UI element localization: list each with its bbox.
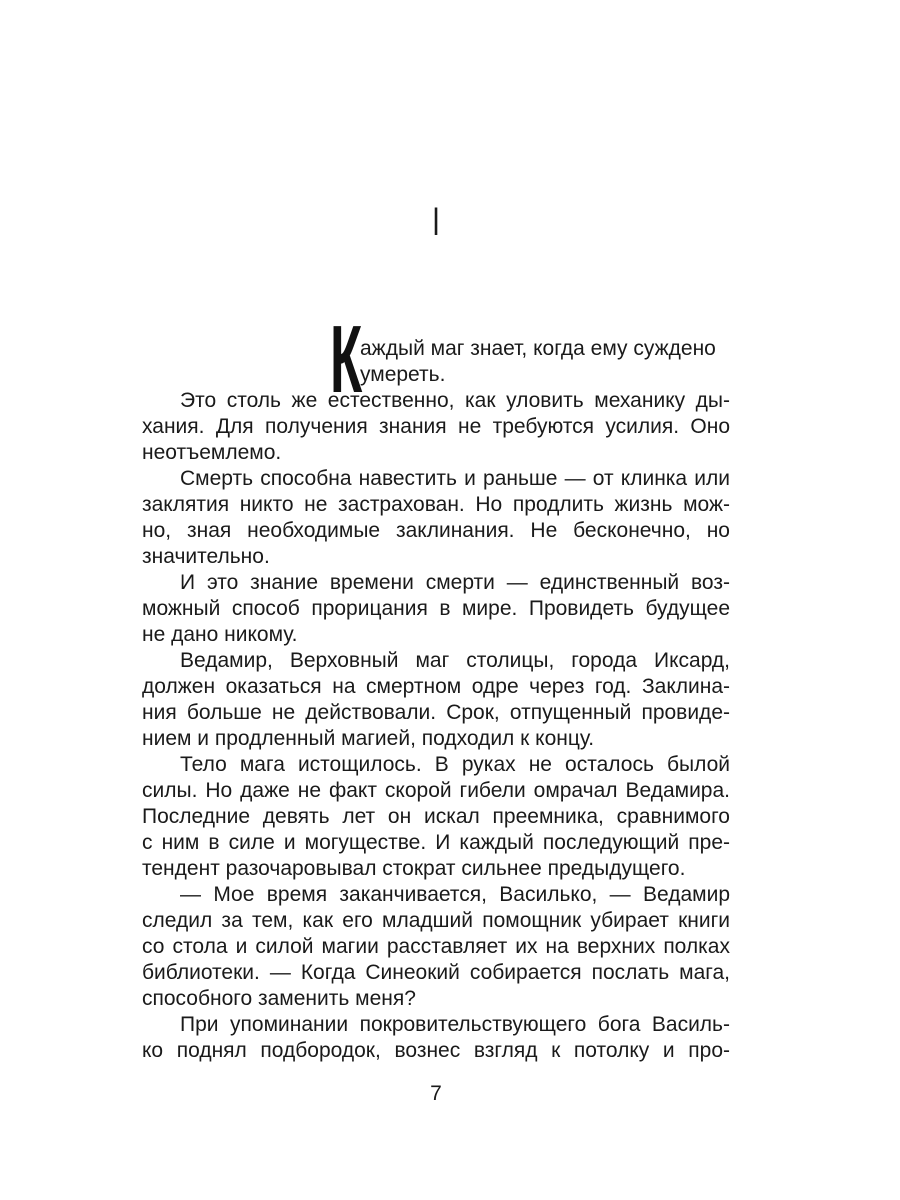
page-number: 7 (430, 1082, 442, 1105)
paragraph (142, 388, 730, 466)
paragraph (142, 466, 730, 570)
paragraph (142, 752, 730, 882)
text-line: со стола и силой магии расставляет их на верхних полках (142, 935, 730, 958)
text-line: нием и продленный магией, подходил к концу. (142, 727, 595, 750)
text-line: — Мое время заканчивается, Василько, — Ведамир (180, 883, 730, 906)
paragraph (142, 648, 730, 752)
text-line: При упоминании покровительствующего бога Василь- (180, 1013, 730, 1036)
paragraphs (142, 388, 730, 1064)
text-line: И это знание времени смерти — единственный воз- (180, 571, 730, 594)
opening-line-1: аждый маг знает, когда ему суждено (360, 337, 716, 360)
text-line: Тело мага истощилось. В руках не осталось былой (180, 753, 730, 776)
text-line: способного заменить меня? (142, 987, 416, 1010)
text-line: не дано никому. (142, 623, 298, 646)
text-line: библиотеки. — Когда Синеокий собирается послать мага, (142, 961, 730, 984)
text-line: должен оказаться на смертном одре через год. Заклина- (142, 675, 730, 698)
text-line: с ним в силе и могуществе. И каждый последующий пре- (142, 831, 730, 854)
text-line: неотъемлемо. (142, 441, 282, 464)
text-line: но, зная необходимые заклинания. Не бесконечно, но (142, 519, 730, 542)
text-line: силы. Но даже не факт скорой гибели омрачал Ведамира. (142, 779, 730, 802)
opening-line-2: умереть. (360, 363, 446, 386)
text-line: Ведамир, Верховный маг столицы, города Иксард, (180, 649, 730, 672)
text-line: ния больше не действовали. Срок, отпущенный провиде- (142, 701, 730, 724)
text-line: Это столь же естественно, как уловить механику ды- (180, 389, 730, 412)
text-line: хания. Для получения знания не требуются усилия. Оно (142, 415, 730, 438)
opening-lines (360, 336, 716, 388)
chapter-number: I (432, 200, 440, 244)
body-text (142, 306, 730, 1064)
text-line: значительно. (142, 545, 270, 568)
text-line: следил за тем, как его младший помощник убирает книги (142, 909, 730, 932)
paragraph (142, 882, 730, 1012)
drop-cap: К (330, 306, 363, 413)
text-line: заклятия никто не застрахован. Но продлить жизнь мож- (142, 493, 730, 516)
paragraph (142, 1012, 730, 1064)
paragraph (142, 570, 730, 648)
text-line: тендент разочаровывал стократ сильнее предыдущего. (142, 857, 686, 880)
text-line: Последние девять лет он искал преемника, сравнимого (142, 805, 730, 828)
text-line: ко поднял подбородок, вознес взгляд к потолку и про- (142, 1039, 730, 1062)
text-line: можный способ прорицания в мире. Провидеть будущее (142, 597, 730, 620)
text-line: Смерть способна навестить и раньше — от клинка или (180, 467, 730, 490)
